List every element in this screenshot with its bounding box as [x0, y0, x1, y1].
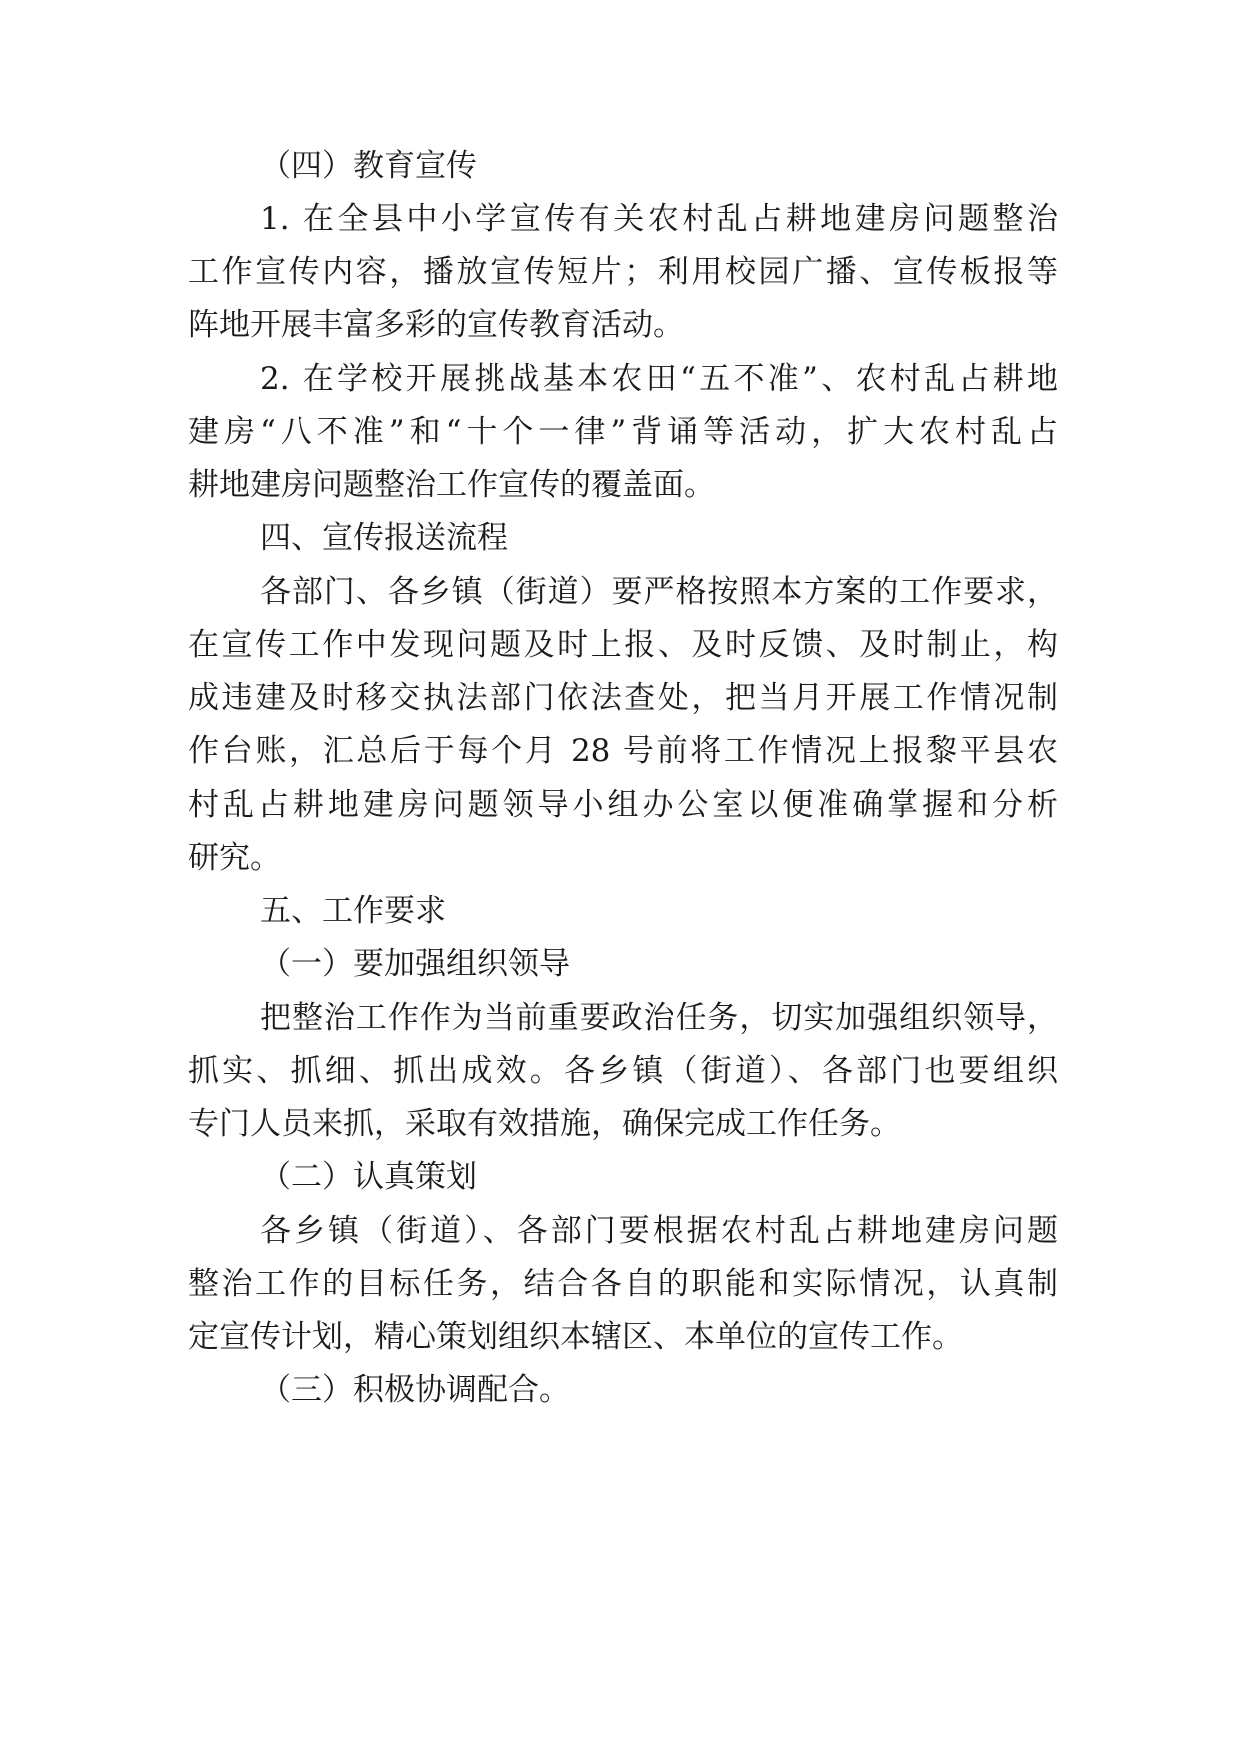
- paragraph-line: 抓实、抓细、抓出成效。各乡镇（街道）、各部门也要组织: [188, 1053, 1058, 1089]
- paragraph-line: 2. 在学校开展挑战基本农田“五不准”、农村乱占耕地: [260, 361, 1058, 397]
- paragraph-line: 研究。: [188, 840, 281, 876]
- paragraph-line: 各乡镇（街道）、各部门要根据农村乱占耕地建房问题: [260, 1213, 1058, 1249]
- paragraph-line: 专门人员来抓，采取有效措施，确保完成工作任务。: [188, 1106, 901, 1142]
- paragraph-line: 阵地开展丰富多彩的宣传教育活动。: [188, 307, 684, 343]
- paragraph-line: 建房“八不准”和“十个一律”背诵等活动，扩大农村乱占: [188, 414, 1058, 450]
- paragraph-line: 在宣传工作中发现问题及时上报、及时反馈、及时制止，构: [188, 627, 1058, 663]
- paragraph-line: 村乱占耕地建房问题领导小组办公室以便准确掌握和分析: [188, 787, 1058, 823]
- paragraph-line: 作台账，汇总后于每个月 28 号前将工作情况上报黎平县农: [188, 733, 1058, 769]
- paragraph-line: 定宣传计划，精心策划组织本辖区、本单位的宣传工作。: [188, 1319, 963, 1355]
- section-heading-report-process: 四、宣传报送流程: [260, 520, 508, 556]
- paragraph-line: 整治工作的目标任务，结合各自的职能和实际情况，认真制: [188, 1266, 1058, 1302]
- subsection-heading-coordination: （三）积极协调配合。: [260, 1372, 570, 1408]
- paragraph-line: 耕地建房问题整治工作宣传的覆盖面。: [188, 467, 715, 503]
- paragraph-line: 成违建及时移交执法部门依法查处，把当月开展工作情况制: [188, 680, 1058, 716]
- subsection-heading-leadership: （一）要加强组织领导: [260, 946, 570, 982]
- subsection-heading-planning: （二）认真策划: [260, 1159, 477, 1195]
- paragraph-line: 工作宣传内容，播放宣传短片；利用校园广播、宣传板报等: [188, 254, 1058, 290]
- paragraph-line: 1. 在全县中小学宣传有关农村乱占耕地建房问题整治: [260, 201, 1058, 237]
- section-heading-education: （四）教育宣传: [260, 148, 477, 184]
- paragraph-line: 把整治工作作为当前重要政治任务，切实加强组织领导，: [260, 1000, 1058, 1036]
- section-heading-work-requirements: 五、工作要求: [260, 893, 446, 929]
- paragraph-line: 各部门、各乡镇（街道）要严格按照本方案的工作要求，: [260, 574, 1058, 610]
